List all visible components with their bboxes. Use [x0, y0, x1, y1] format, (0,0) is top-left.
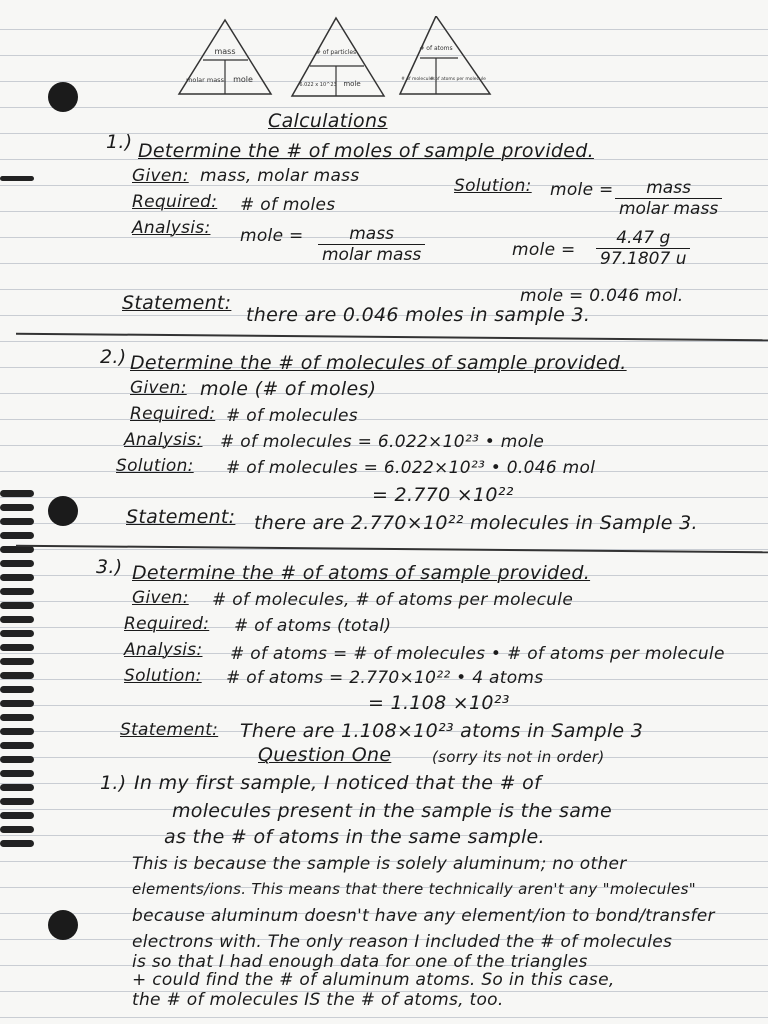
answer-line-6: because aluminum doesn't have any element/ion to bond/transfer	[132, 906, 715, 926]
q2-given: mole (# of moles)	[200, 378, 377, 400]
particles-triangle-diagram	[290, 16, 390, 98]
q1-given: mass, molar mass	[200, 166, 360, 186]
q2-solution-label: Solution:	[116, 456, 194, 476]
q1-statement: there are 0.046 moles in sample 3.	[246, 304, 591, 326]
q1-number: 1.)	[106, 131, 133, 153]
q3-solution-label: Solution:	[124, 666, 202, 686]
section-divider-1	[16, 333, 768, 341]
triangle-1-top: mass	[214, 47, 236, 56]
q1-analysis-lhs: mole =	[240, 226, 304, 246]
q1-calc-fraction	[596, 228, 690, 269]
q3-required: # of atoms (total)	[234, 616, 392, 636]
q3-statement-label: Statement:	[120, 720, 219, 740]
answer-line-4: This is because the sample is solely aluminum; no other	[132, 854, 627, 874]
q2-required: # of molecules	[226, 406, 358, 426]
q3-required-label: Required:	[124, 614, 210, 634]
q2-statement: there are 2.770×10²² molecules in Sample 3.	[254, 512, 698, 534]
q3-number: 3.)	[96, 556, 123, 578]
q1-analysis-num: mass	[318, 224, 425, 245]
answer-line-8: is so that I had enough data for one of the triangles	[132, 952, 588, 972]
answer-line-5: elements/ions. This means that there technically aren't any "molecules"	[132, 880, 696, 898]
answer-line-1: In my first sample, I noticed that the # of	[134, 772, 542, 794]
binder-hole-middle	[48, 496, 78, 526]
question-one-note: (sorry its not in order)	[432, 748, 605, 766]
q2-heading: Determine the # of molecules of sample provided.	[130, 352, 627, 374]
triangle-1-right: mole	[233, 75, 253, 84]
binder-hole-bottom	[48, 910, 78, 940]
q1-heading: Determine the # of moles of sample provided.	[138, 140, 594, 162]
answer-line-2: molecules present in the sample is the same	[172, 800, 612, 822]
page-title: Calculations	[268, 110, 388, 132]
question-one-heading: Question One	[258, 744, 392, 766]
q1-required: # of moles	[240, 195, 336, 215]
q2-solution: # of molecules = 6.022×10²³ • 0.046 mol	[226, 458, 596, 478]
q1-solution-label: Solution:	[454, 176, 532, 196]
q3-result: = 1.108 ×10²³	[368, 692, 510, 714]
q1-analysis-fraction	[318, 224, 425, 265]
q1-solution-num: mass	[615, 178, 722, 199]
q1-solution-lhs: mole =	[550, 180, 614, 200]
q1-analysis-label: Analysis:	[132, 218, 211, 238]
answer-line-9: + could find the # of aluminum atoms. So in this case,	[132, 970, 615, 990]
answer-line-10: the # of molecules IS the # of atoms, too.	[132, 990, 504, 1010]
triangle-2-top: # of particles	[315, 49, 357, 56]
q2-result: = 2.770 ×10²²	[372, 484, 514, 506]
q1-analysis-den: molar mass	[322, 245, 422, 265]
q2-analysis: # of molecules = 6.022×10²³ • mole	[220, 432, 545, 452]
q1-solution-den: molar mass	[619, 199, 719, 219]
q3-heading: Determine the # of atoms of sample provided.	[132, 562, 591, 584]
q2-given-label: Given:	[130, 378, 187, 398]
q3-given-label: Given:	[132, 588, 189, 608]
binder-hole-top	[48, 82, 78, 112]
triangle-2-right: mole	[343, 80, 361, 88]
triangle-3-top: # of atoms	[419, 45, 453, 52]
q1-calc-num: 4.47 g	[596, 228, 690, 249]
q1-required-label: Required:	[132, 192, 218, 212]
answer-line-7: electrons with. The only reason I included the # of molecules	[132, 932, 673, 952]
q1-solution-fraction	[615, 178, 722, 219]
triangle-2-left: 6.022 x 10^23	[299, 82, 337, 88]
q3-given: # of molecules, # of atoms per molecule	[212, 590, 574, 610]
q2-statement-label: Statement:	[126, 506, 236, 528]
q1-statement-label: Statement:	[122, 292, 232, 314]
triangle-3-mid-left: # of molecules	[401, 77, 435, 82]
spiral-binding	[0, 490, 36, 890]
answer-line-3: as the # of atoms in the same sample.	[164, 826, 545, 848]
q3-analysis-label: Analysis:	[124, 640, 203, 660]
q1-calc-den: 97.1807 u	[600, 249, 687, 269]
triangle-1-left: molar mass	[186, 76, 224, 84]
q3-statement: There are 1.108×10²³ atoms in Sample 3	[240, 720, 644, 742]
triangle-3-mid-right: # of atoms per molecule	[430, 77, 486, 82]
mass-triangle-diagram	[175, 16, 275, 98]
section-divider-2	[16, 545, 768, 553]
spiral-mark	[0, 176, 34, 181]
q1-calc-lhs: mole =	[512, 240, 576, 260]
question-one-number: 1.)	[100, 772, 127, 794]
q2-number: 2.)	[100, 346, 127, 368]
q1-given-label: Given:	[132, 166, 189, 186]
q3-solution: # of atoms = 2.770×10²² • 4 atoms	[226, 668, 544, 688]
q2-analysis-label: Analysis:	[124, 430, 203, 450]
q3-analysis: # of atoms = # of molecules • # of atoms per molecule	[230, 644, 725, 664]
q2-required-label: Required:	[130, 404, 216, 424]
q1-result: mole = 0.046 mol.	[520, 286, 684, 306]
atoms-triangle-diagram	[396, 16, 496, 98]
